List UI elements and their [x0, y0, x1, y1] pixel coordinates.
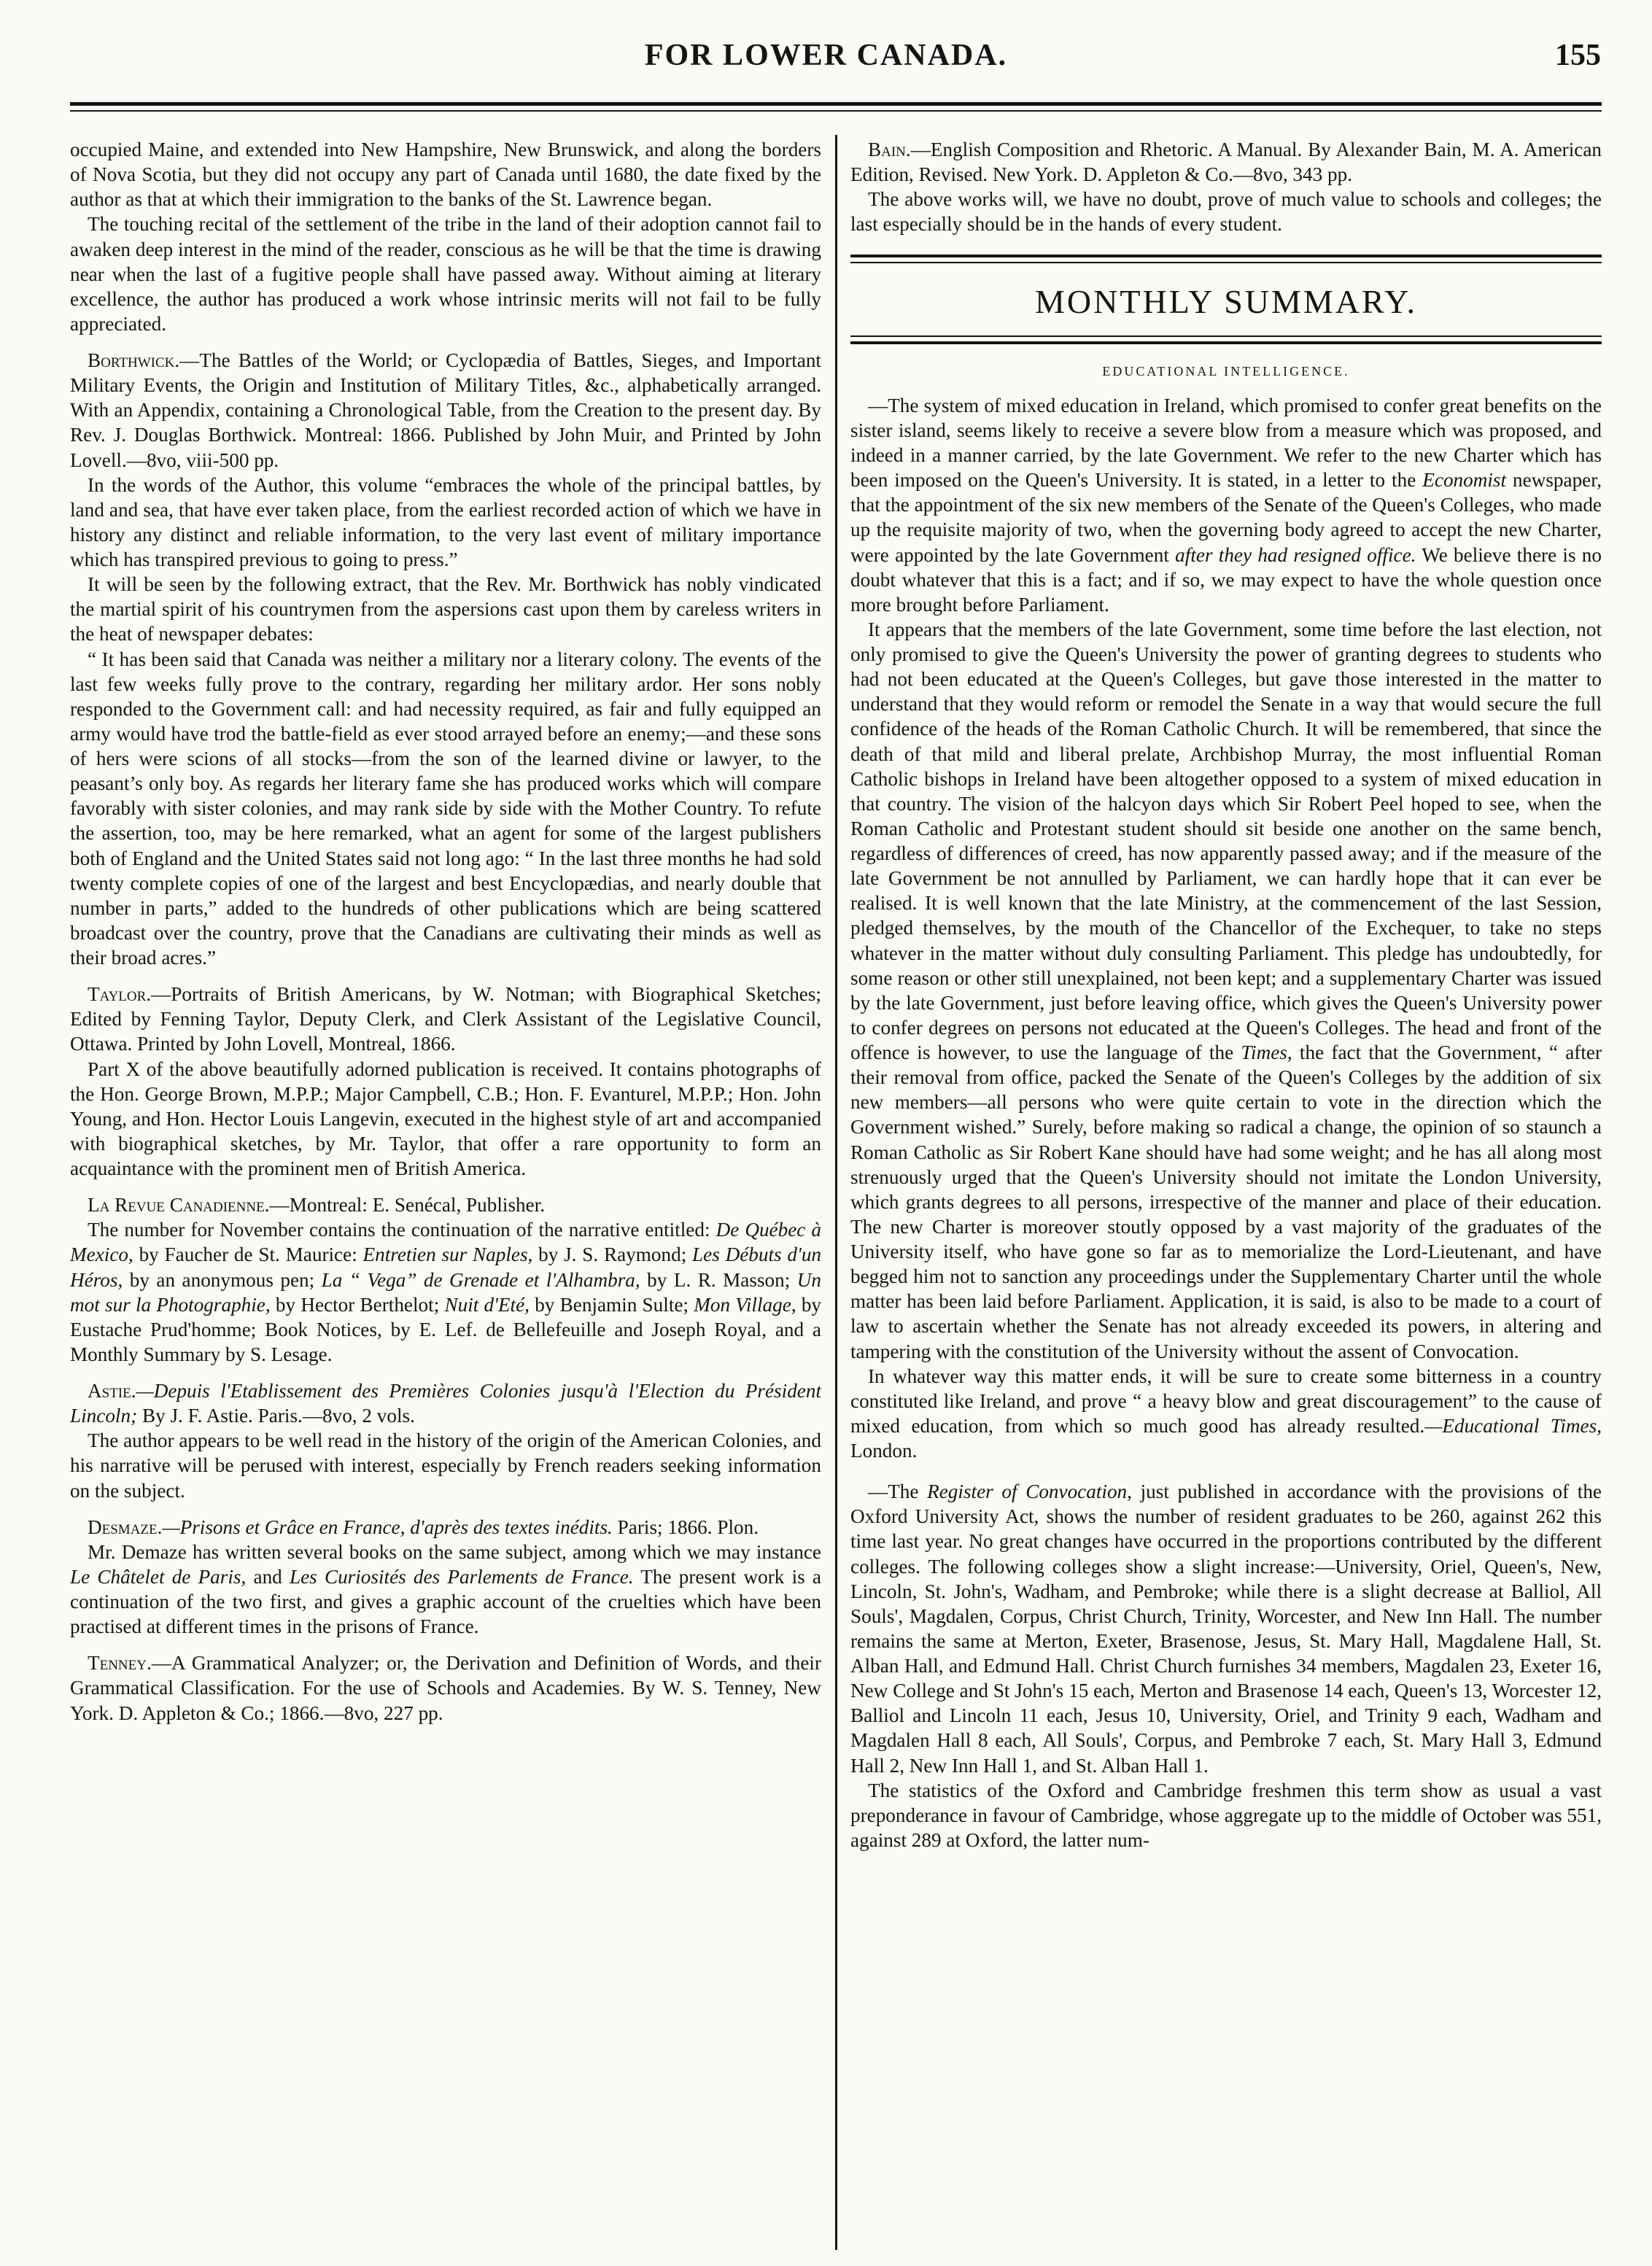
text: In whatever way this matter ends, it will be sure to create some bitterness in a country constituted like Ireland, and prove “ a heavy blow and great discouragement” to the cause of mixed education, from which so much good has already resulted. — [850, 1365, 1602, 1437]
rule — [850, 255, 1602, 257]
page-header — [51, 38, 1601, 89]
text: We believe there is no doubt whatever that this is a fact; and if so, we may expect to have the whole question once more brought before Parliament. — [850, 543, 1602, 616]
text: The present work is a continuation of the two first, and gives a graphic account of the cruelties which have been practised at different times in the prisons of France. — [70, 1565, 821, 1638]
text: —The system of mixed education in Ireland, which promised to confer great benefits on the sister island, seems likely to receive a severe blow from a measure which was proposed, and indeed in a manner carried, by the late Government. We refer to the new Charter which has been imposed on the Queen's University. It is stated, in a letter to the — [850, 394, 1602, 492]
work-title: Les Curiosités des Parlements de France. — [289, 1565, 634, 1588]
review-taylor — [70, 982, 821, 1181]
work-title: Le Châtelet de Paris, — [70, 1565, 247, 1588]
column-separator — [835, 135, 837, 2250]
review-borthwick — [70, 348, 821, 970]
entry-text: —Montreal: E. Senécal, Publisher. — [269, 1194, 546, 1217]
header-rule-thin — [70, 110, 1602, 112]
text: newspaper, that the appointment of the six new members of the Senate of the Queen's Colleges, who made up the requisite majority of two, when the governing body agreed to accept the new Charter, were appointed by the late Government — [850, 469, 1602, 566]
review-demaze — [70, 1515, 821, 1640]
work-title: Un mot sur la Photographie, — [70, 1268, 821, 1316]
rule — [850, 341, 1602, 344]
text: —The — [868, 1481, 928, 1503]
work-title: Les Débuts d'un Héros, — [70, 1243, 821, 1291]
page-number: 155 — [1555, 39, 1601, 72]
text: Mr. Demaze has written several books on the same subject, among which we may instance — [88, 1540, 821, 1563]
text: just published in accordance with the provisions of the Oxford University Act, shows the number of resident graduates to be 260, against 262 this time last year. No great changes have occurred in the proportions contributed by the different colleges. The following colleges show a slight increase:—University, Oriel, Queen's, New, Lincoln, St. John's, Wadham, and Pembroke; while there is a slight decrease at Balliol, All Souls', Magdalen, Corpus, Christ Church, Trinity, Worcester, and New Inn Hall. The number remains the same at Merton, Exeter, Brasenose, Jesus, St. Mary Hall, Magdalene Hall, St. Alban Hall, and Edmund Hall. Christ Church furnishes 34 members, Magdalen 23, Exeter 16, New College and St John's 15 each, Merton and Brasenose 14 each, Queen's 13, Worcester 12, Balliol and Lincoln 11 each, Jesus 10, University, Oriel, and Trinity 9 each, Wadham and Magdalen Hall 8 each, All Souls', Corpus, and Pembroke 7 each, St. Mary Hall 3, Edmund Hall 2, New Inn Hall 1, and St. Alban Hall 1. — [850, 1481, 1602, 1777]
author-name: La Revue Canadienne. — [88, 1194, 270, 1217]
author-name: Taylor. — [88, 983, 152, 1006]
author-name: Borthwick. — [88, 349, 180, 371]
spacer — [850, 1463, 1602, 1479]
entry-text: —English Composition and Rhetoric. A Manual. By Alexander Bain, M. A. American Edition, Revised. New York. D. Appleton & Co.—8vo, 343 pp. — [850, 139, 1602, 186]
review-bain — [850, 137, 1602, 237]
work-title: Entretien sur Naples, — [362, 1243, 533, 1266]
author-name: Tenney. — [88, 1652, 152, 1675]
paragraph: The touching recital of the settlement of the tribe in the land of their adoption cannot fail to awaken deep interest in the mind of the reader, conscious as he will be that the time is drawing near when the last of a fugitive people shall have passed away. Without aiming at literary excellence, the author has produced a work whose intrinsic merits will not fail to be fully appreciated. — [70, 213, 821, 335]
author-name: Desmaze. — [88, 1516, 163, 1538]
work-title: Mon Village, — [694, 1293, 796, 1316]
text: and — [246, 1565, 290, 1588]
review-revue-canadienne — [70, 1192, 821, 1367]
entry-text: By J. F. Astie. Paris.—8vo, 2 vols. — [137, 1405, 415, 1427]
work-title: —Prisons et Grâce en France, d'après des textes inédits. — [162, 1516, 613, 1538]
section-rule-top — [850, 255, 1602, 263]
paragraph: The above works will, we have no doubt, prove of much value to schools and colleges; the last especially should be in the hands of every student. — [850, 188, 1602, 236]
text: by L. R. Masson; — [640, 1268, 797, 1291]
text: by Eustache Prud'homme; Book Notices, by E. Lef. de Bellefeuille and Joseph Royal, and a Monthly Summary by S. Lesage. — [70, 1293, 821, 1365]
entry-text: —The Battles of the World; or Cyclopædia of Battles, Sieges, and Important Military Events, the Origin and Institution of Military Titles, &c., alphabetically arranged. With an Appendix, containing a Chronological Table, from the Creation to the present day. By Rev. J. Douglas Borthwick. Montreal: 1866. Published by John Muir, and Printed by John Lovell.—8vo, viii-500 pp. — [70, 349, 821, 471]
italic-text: Register of Convocation, — [927, 1481, 1132, 1503]
entry-text: —Portraits of British Americans, by W. Notman; with Biographical Sketches; Edited by Fenning Taylor, Deputy Clerk, and Clerk Assistant of the Legislative Council, Ottawa. Printed by John Lovell, Montreal, 1866. — [70, 983, 821, 1055]
rule — [850, 335, 1602, 337]
right-column — [850, 137, 1602, 2252]
paragraph — [850, 393, 1602, 617]
text: by Benjamin Sulte; — [529, 1293, 694, 1316]
section-rule-bottom — [850, 335, 1602, 344]
work-title: De Québec à Mexico, — [70, 1219, 821, 1266]
text: by Faucher de St. Maurice: — [133, 1243, 363, 1266]
italic-text: after they had resigned office. — [1175, 543, 1416, 566]
quotation: “ It has been said that Canada was neither a military nor a literary colony. The events of the last few weeks fully prove to the contrary, regarding her military ardor. Her sons nobly responded to the Government call: and had necessity required, as fair and fully equipped an army would have trod the battle-field as ever stood arrayed before an enemy;—and these sons of hers were scions of all stocks—from the son of the learned divine or lawyer, to the peasant’s only boy. As regards her literary fame she has produced works which will compare favorably with sister colonies, and may rank side by side with the Mother Country. To refute the assertion, too, may be here remarked, what an agent for some of the largest publishers both of England and the United States said not long ago: “ In the last three months he had sold twenty complete copies of one of the largest and best Encyclopædias, and nearly double that number in parts,” added to the hundreds of other publications which are being scattered broadcast over the country, prove that the Canadians are cultivating their minds as well as their broad acres.” — [70, 648, 821, 969]
entry-text: —A Grammatical Analyzer; or, the Derivation and Definition of Words, and their Grammatical Classification. For the use of Schools and Academies. By W. S. Tenney, New York. D. Appleton & Co.; 1866.—8vo, 227 pp. — [70, 1652, 821, 1724]
paragraph: Part X of the above beautifully adorned publication is received. It contains photographs of the Hon. George Brown, M.P.P.; Major Campbell, C.B.; Hon. F. Evanturel, M.P.P.; Hon. John Young, and Hon. Hector Louis Langevin, executed in the highest style of art and accompanied with biographical sketches, by Mr. Taylor, that offer a rare opportunity to form an acquaintance with the prominent men of British America. — [70, 1058, 821, 1179]
work-title: Nuit d'Eté, — [444, 1293, 530, 1316]
text: The number for November contains the continuation of the narrative entitled: — [88, 1219, 716, 1241]
paragraph — [850, 617, 1602, 1364]
left-column — [70, 137, 821, 2252]
text: It appears that the members of the late Government, some time before the last election, not only promised to give the Queen's University the power of granting degrees to students who had not been educated at the Queen's Colleges, but gave those interested in the matter to understand that they would reform or remodel the Senate in a way that would secure the full confidence of the heads of the Roman Catholic Church. It will be remembered, that since the death of that mild and liberal prelate, Archbishop Murray, the most influential Roman Catholic bishops in Ireland have been altogether opposed to a system of mixed education in that country. The vision of the halcyon days which Sir Robert Peel hoped to see, when the Roman Catholic and Protestant student should sit beside one another on the same bench, regardless of differences of creed, has now apparently passed away; and if the measure of the late Government be not annulled by Parliament, we can hardly hope that it can ever be realised. It is well known that the late Ministry, at the commencement of the last Session, pledged themselves, by the mouth of the Chancellor of the Exchequer, to take no steps whatever in the matter without duly consulting Parliament. This pledge has undoubtedly, for some reason or other still unexplained, not been kept; and a supplementary Charter was issued by the late Government, just before leaving office, which gives the Queen's University power to confer degrees on persons not educated at the Queen's Colleges. The head and front of the offence is however, to use the language of the — [850, 618, 1602, 1064]
author-name: Bain. — [868, 139, 911, 160]
subheading: EDUCATIONAL INTELLIGENCE. — [1102, 364, 1350, 379]
paragraph: In the words of the Author, this volume “embraces the whole of the principal battles, by land and sea, that have ever taken place, from the earliest recorded action of which we have in history any distinct and reliable information, to the very last event of military importance which has transpired previous to going to press.” — [70, 473, 821, 570]
paragraph — [70, 1540, 821, 1640]
paragraph: The statistics of the Oxford and Cambridge freshmen this term show as usual a vast preponderance in favour of Cambridge, whose aggregate up to the middle of October was 551, against 289 at Oxford, the latter num- — [850, 1779, 1602, 1851]
text: the fact that the Government, “ after their removal from office, packed the Senate of the Queen's Colleges by the addition of six new members—all persons who were quite certain to vote in the direction which the Government wished.” Surely, before making so radical a change, the opinion of so staunch a Roman Catholic as Sir Robert Kane should have had some weight; and he has all along most strenuously urged that the Queen's University should not imitate the London University, which grants degrees to all persons, irrespective of the manner and place of their education. The new Charter is moreover stoutly opposed by a vast majority of the graduates of the University itself, who have gone so far as to memorialize the Lord-Lieutenant, and have begged him not to sanction any proceedings under the Supplementary Charter until the whole matter has been laid before Parliament. Application, it is said, is also to be made to a court of law to ascertain whether the Senate has not already exceeded its powers, in altering and tampering with the constitution of the University without the assent of Convocation. — [850, 1041, 1602, 1362]
paragraph — [850, 1364, 1602, 1464]
header-rule-thick — [70, 102, 1602, 106]
paragraph: It will be seen by the following extract, that the Rev. Mr. Borthwick has nobly vindicated the martial spirit of his countrymen from the aspersions cast upon them by careless writers in the heat of newspaper debates: — [70, 573, 821, 645]
paragraph: The author appears to be well read in the history of the origin of the American Colonies, and his narrative will be perused with interest, especially by French readers seeking information on the subject. — [70, 1429, 821, 1502]
author-name: Astie. — [88, 1380, 136, 1402]
paragraph — [70, 1217, 821, 1367]
work-title: La “ Vega” de Grenade et l'Alhambra, — [321, 1268, 640, 1291]
entry-text: Paris; 1866. Plon. — [612, 1516, 759, 1538]
italic-text: Economist — [1422, 469, 1507, 492]
italic-text: Times, — [1241, 1041, 1292, 1064]
italic-text: —Educational Times, — [1424, 1414, 1602, 1437]
section-title: MONTHLY SUMMARY. — [1035, 282, 1417, 320]
review-astie — [70, 1378, 821, 1503]
text: by J. S. Raymond; — [532, 1243, 693, 1266]
text: by an anonymous pen; — [123, 1268, 322, 1291]
work-title: —Depuis l'Etablissement des Premières Colonies jusqu'à l'Election du Président Lincoln; — [70, 1380, 821, 1427]
text: by Hector Berthelot; — [270, 1293, 445, 1316]
text: London. — [850, 1440, 918, 1462]
paragraph: occupied Maine, and extended into New Hampshire, New Brunswick, and along the borders of Nova Scotia, but they did not occupy any part of Canada until 1680, the date fixed by the author as that at which their immigration to the banks of the St. Lawrence began. — [70, 139, 821, 211]
review-tenney — [70, 1650, 821, 1725]
rule — [850, 262, 1602, 263]
paragraph — [850, 1479, 1602, 1778]
running-title: FOR LOWER CANADA. — [644, 39, 1008, 72]
